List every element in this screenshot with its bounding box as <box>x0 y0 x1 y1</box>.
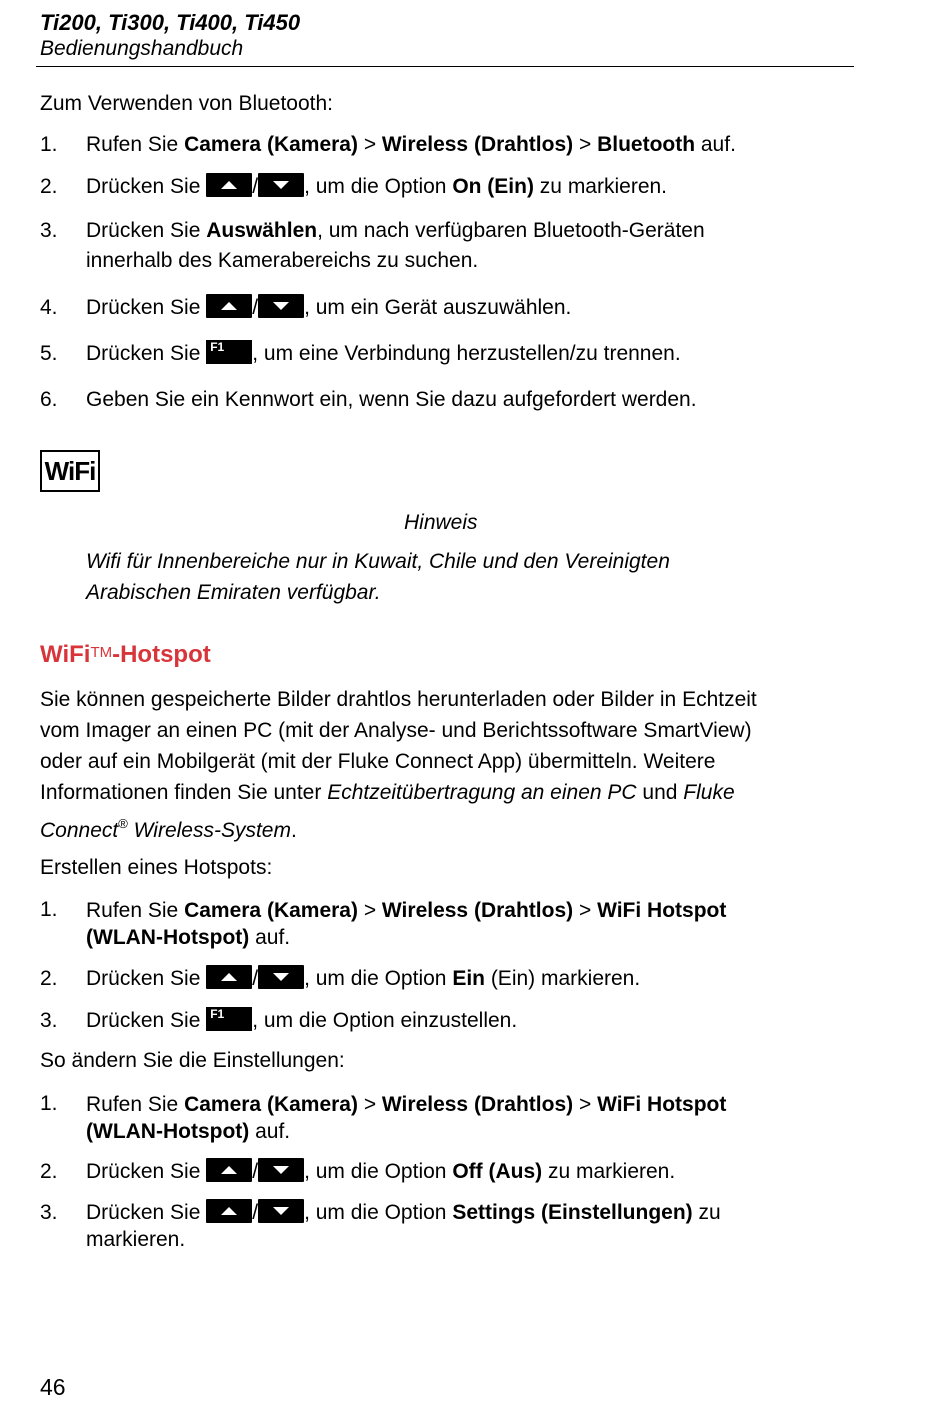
f1-key-icon: F1 <box>206 340 252 364</box>
step-number: 1. <box>40 133 58 156</box>
settings-step-1: Rufen Sie Camera (Kamera) > Wireless (Drahtlos) > WiFi Hotspot (WLAN-Hotspot) auf. <box>86 1093 727 1143</box>
page-header <box>40 10 854 62</box>
bluetooth-intro: Zum Verwenden von Bluetooth: <box>40 92 334 115</box>
step-number: 4. <box>40 296 58 319</box>
arrow-up-key-icon <box>206 1199 252 1223</box>
hotspot-step-3: Drücken Sie F1 , um die Option einzustellen. <box>86 1007 518 1032</box>
step-number: 3. <box>40 219 58 242</box>
arrow-up-key-icon <box>206 1158 252 1182</box>
f1-key-icon: F1 <box>206 1007 252 1031</box>
arrow-up-key-icon <box>206 173 252 197</box>
arrow-down-key-icon <box>258 1158 304 1182</box>
header-title: Ti200, Ti300, Ti400, Ti450 <box>40 10 301 35</box>
arrow-down-key-icon <box>258 1199 304 1223</box>
arrow-down-key-icon <box>258 294 304 318</box>
section-heading: WiFi™-Hotspot <box>40 641 211 668</box>
step-number: 1. <box>40 898 58 921</box>
arrow-down-key-icon <box>258 173 304 197</box>
hotspot-intro: Erstellen eines Hotspots: <box>40 856 273 879</box>
hotspot-step-2: Drücken Sie / , um die Option Ein (Ein) markieren. <box>86 967 641 990</box>
settings-step-2: Drücken Sie / , um die Option Off (Aus) zu markieren. <box>86 1160 676 1183</box>
step-number: 6. <box>40 388 58 411</box>
wifi-logo-icon: WiFi <box>40 450 100 492</box>
bluetooth-step-3: Drücken Sie Auswählen, um nach verfügbaren Bluetooth-Geräten innerhalb des Kamerabereichs zu suchen. <box>86 219 705 272</box>
header-subtitle: Bedienungshandbuch <box>40 37 244 60</box>
hotspot-step-1: Rufen Sie Camera (Kamera) > Wireless (Drahtlos) > WiFi Hotspot (WLAN-Hotspot) auf. <box>86 899 727 949</box>
step-number: 2. <box>40 967 58 990</box>
note-body: Wifi für Innenbereiche nur in Kuwait, Chile und den Vereinigten Arabischen Emiraten verfügbar. <box>86 550 670 604</box>
step-number: 2. <box>40 175 58 198</box>
step-number: 5. <box>40 342 58 365</box>
arrow-up-key-icon <box>206 965 252 989</box>
page-number: 46 <box>40 1374 66 1400</box>
note-title: Hinweis <box>404 511 478 534</box>
bluetooth-step-1: Rufen Sie Camera (Kamera) > Wireless (Drahtlos) > Bluetooth auf. <box>86 133 736 156</box>
hotspot-description: Sie können gespeicherte Bilder drahtlos herunterladen oder Bilder in Echtzeit vom Imager an einen PC (mit der Analyse- und Berichtssoftware SmartView) oder auf ein Mobilgerät (mit der Fluke Connect App) übermitteln. Weitere Informationen finden Sie unter Echtzeitübertragung an einen PC und Fluke Connect® Wireless-System. <box>40 688 757 842</box>
step-number: 3. <box>40 1009 58 1032</box>
settings-step-3: Drücken Sie / , um die Option Settings (Einstellungen) zu markieren. <box>86 1201 721 1251</box>
bluetooth-step-2: Drücken Sie / , um die Option On (Ein) zu markieren. <box>86 175 668 198</box>
arrow-down-key-icon <box>258 965 304 989</box>
bluetooth-step-4: Drücken Sie / , um ein Gerät auszuwählen. <box>86 296 572 319</box>
bluetooth-step-5: Drücken Sie F1 , um eine Verbindung herzustellen/zu trennen. <box>86 340 681 365</box>
arrow-up-key-icon <box>206 294 252 318</box>
step-number: 2. <box>40 1160 58 1183</box>
settings-intro: So ändern Sie die Einstellungen: <box>40 1049 345 1072</box>
header-divider <box>36 66 854 67</box>
bluetooth-step-6: Geben Sie ein Kennwort ein, wenn Sie dazu aufgefordert werden. <box>86 388 697 411</box>
step-number: 1. <box>40 1092 58 1115</box>
step-number: 3. <box>40 1201 58 1224</box>
